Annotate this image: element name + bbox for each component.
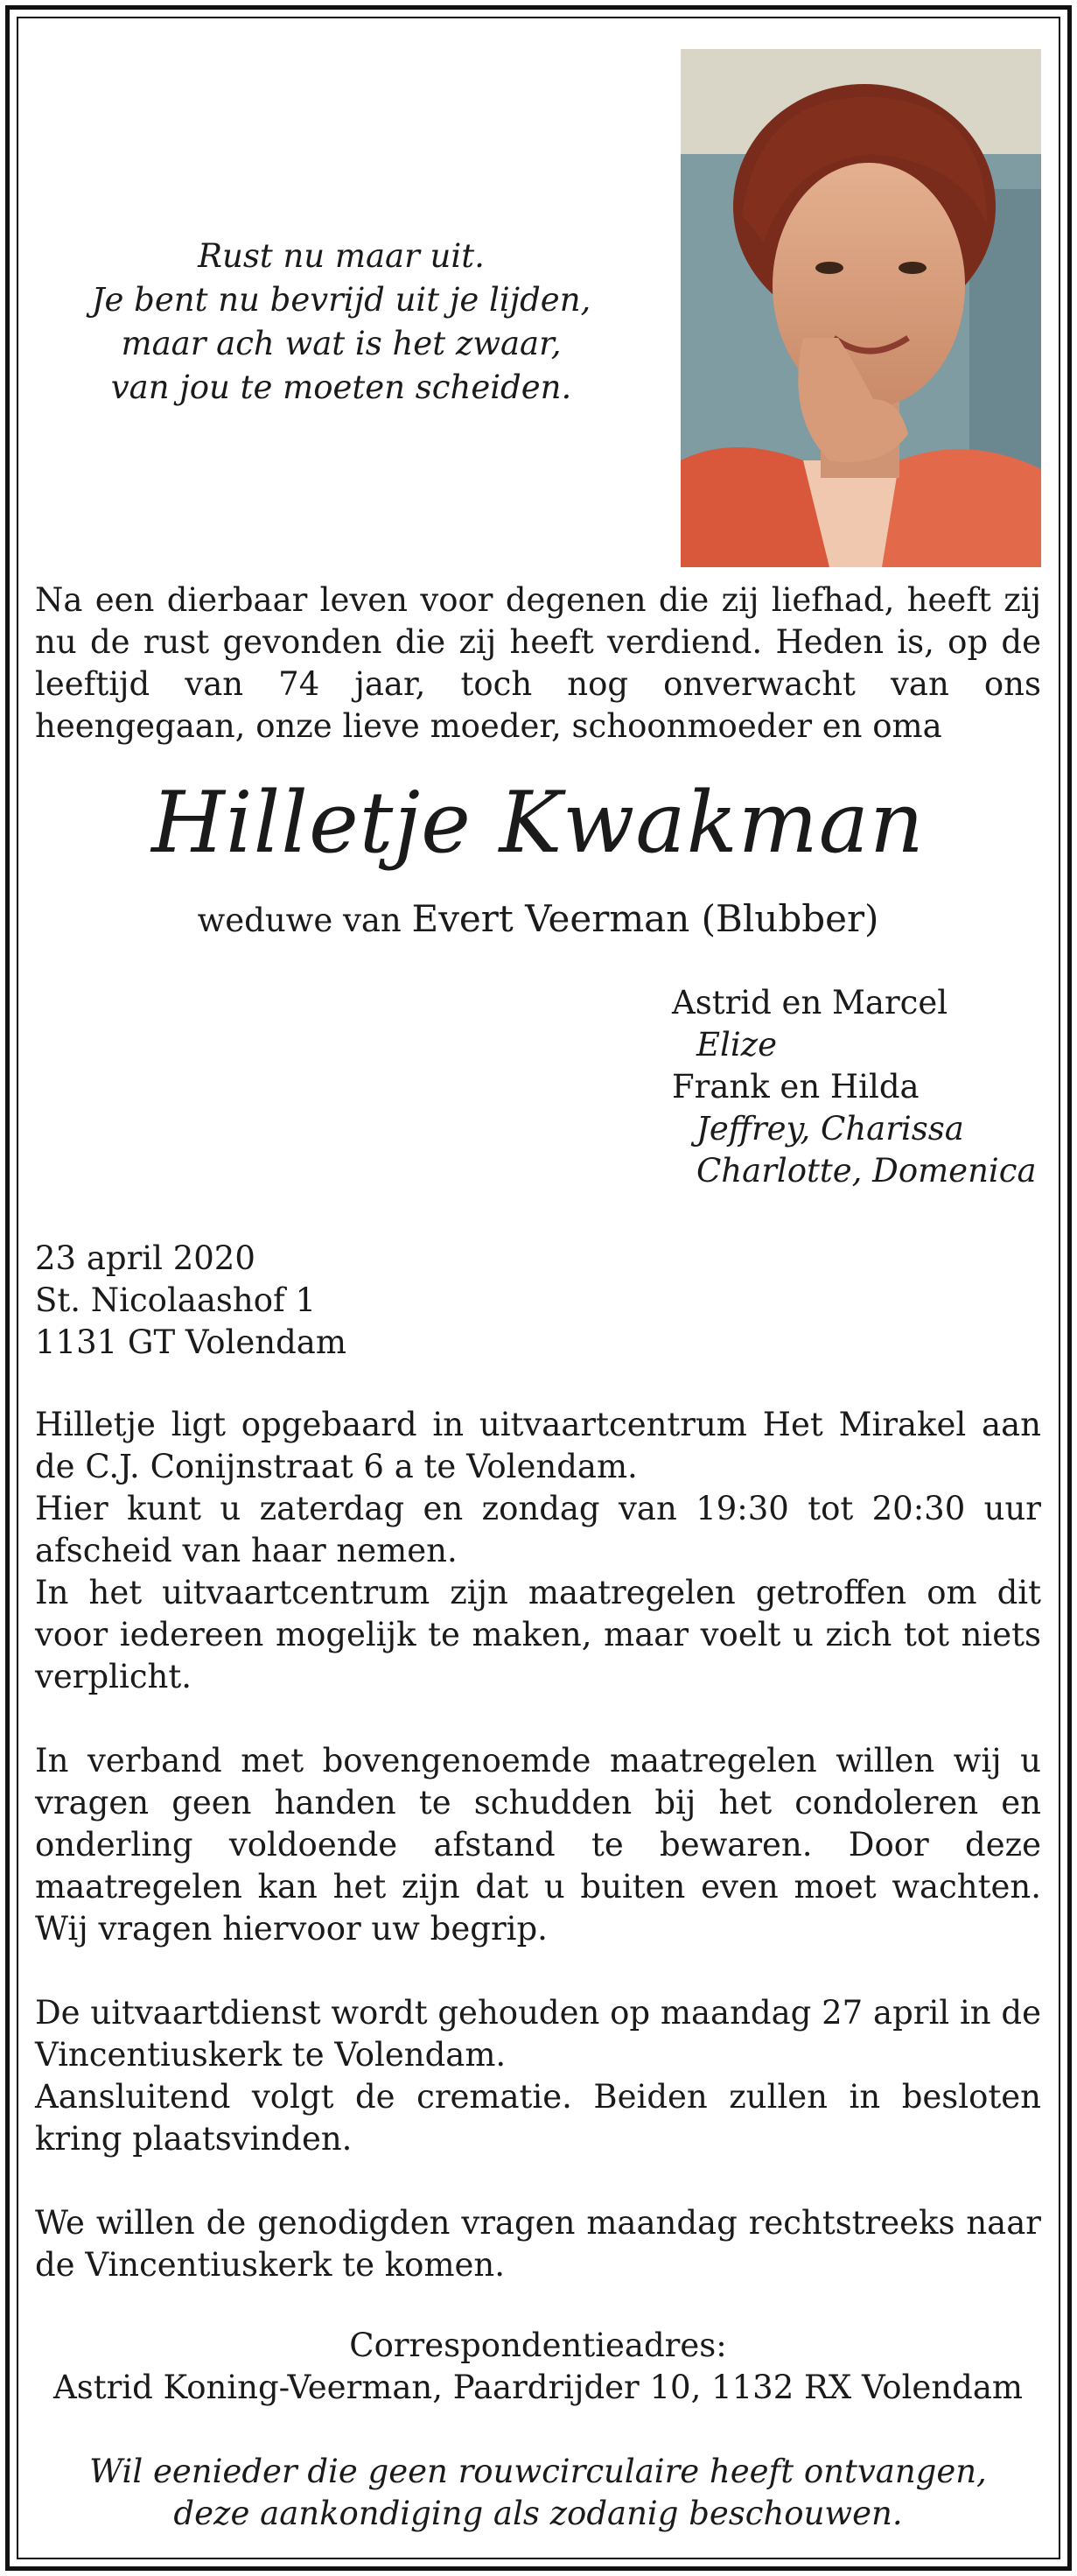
text-line: De uitvaartdienst wordt gehouden op maandag 27 april in de Vincentiuskerk te Volendam. bbox=[35, 1994, 1041, 2074]
closing-line: Wil eenieder die geen rouwcirculaire heeft ontvangen, bbox=[89, 2453, 987, 2490]
text-line: Aansluitend volgt de crematie. Beiden zullen in besloten kring plaatsvinden. bbox=[35, 2078, 1041, 2158]
body-text bbox=[35, 1404, 1041, 2328]
family-line: Astrid en Marcel bbox=[672, 984, 948, 1021]
poem-line: Je bent nu bevrijd uit je lijden, bbox=[91, 281, 591, 319]
intro-paragraph: Na een dierbaar leven voor degenen die zij liefhad, heeft zij nu de rust gevonden die zij heeft verdiend. Heden is, op de leeftijd van 74 jaar, toch nog onverwacht van ons heengegaan, onze lieve moeder, schoonmoeder en oma bbox=[35, 581, 1041, 745]
portrait-image bbox=[681, 49, 1041, 567]
family-line: Charlotte, Domenica bbox=[696, 1152, 1037, 1190]
correspondence-block bbox=[35, 2325, 1041, 2409]
address-street: St. Nicolaashof 1 bbox=[35, 1281, 316, 1319]
spouse-name: Evert Veerman (Blubber) bbox=[411, 897, 879, 940]
family-list bbox=[672, 982, 1057, 1192]
paragraph-service bbox=[35, 1992, 1041, 2160]
portrait-photo bbox=[681, 49, 1041, 567]
correspondence-label: Correspondentieadres: bbox=[349, 2327, 727, 2364]
poem-line: van jou te moeten scheiden. bbox=[110, 369, 572, 406]
home-address bbox=[35, 1238, 560, 1364]
family-line: Elize bbox=[696, 1026, 778, 1063]
widow-prefix: weduwe van bbox=[197, 902, 402, 939]
paragraph-invitation: We willen de genodigden vragen maandag rechtstreeks naar de Vincentiuskerk te komen. bbox=[35, 2204, 1041, 2284]
address-date: 23 april 2020 bbox=[35, 1239, 255, 1277]
paragraph-measures: In verband met bovengenoemde maatregelen willen wij u vragen geen handen te schudden bij het condoleren en onderling voldoende afstand te bewaren. Door deze maatregelen kan het zijn dat u buiten even moet wachten. Wij vragen hiervoor uw begrip. bbox=[35, 1742, 1041, 1948]
text-line: Hier kunt u zaterdag en zondag van 19:30 tot 20:30 uur afscheid van haar nemen. bbox=[35, 1490, 1041, 1569]
correspondence-address: Astrid Koning-Veerman, Paardrijder 10, 1132 RX Volendam bbox=[53, 2369, 1023, 2406]
widow-line bbox=[35, 897, 1041, 943]
closing-note bbox=[35, 2451, 1041, 2535]
paragraph-viewing bbox=[35, 1404, 1041, 1698]
closing-line: deze aankondiging als zodanig beschouwen. bbox=[173, 2495, 903, 2532]
text-line: Hilletje ligt opgebaard in uitvaartcentrum Het Mirakel aan de C.J. Conijnstraat 6 a te Volendam. bbox=[35, 1406, 1041, 1485]
poem-line: Rust nu maar uit. bbox=[198, 237, 485, 275]
address-city: 1131 GT Volendam bbox=[35, 1323, 346, 1361]
poem-line: maar ach wat is het zwaar, bbox=[121, 325, 562, 362]
family-line: Jeffrey, Charissa bbox=[696, 1110, 964, 1148]
family-line: Frank en Hilda bbox=[672, 1068, 920, 1106]
deceased-name: Hilletje Kwakman bbox=[151, 774, 925, 872]
poem bbox=[70, 235, 612, 410]
text-line: In het uitvaartcentrum zijn maatregelen getroffen om dit voor iedereen mogelijk te maken, maar voelt u zich tot niets verplicht. bbox=[35, 1574, 1041, 1695]
